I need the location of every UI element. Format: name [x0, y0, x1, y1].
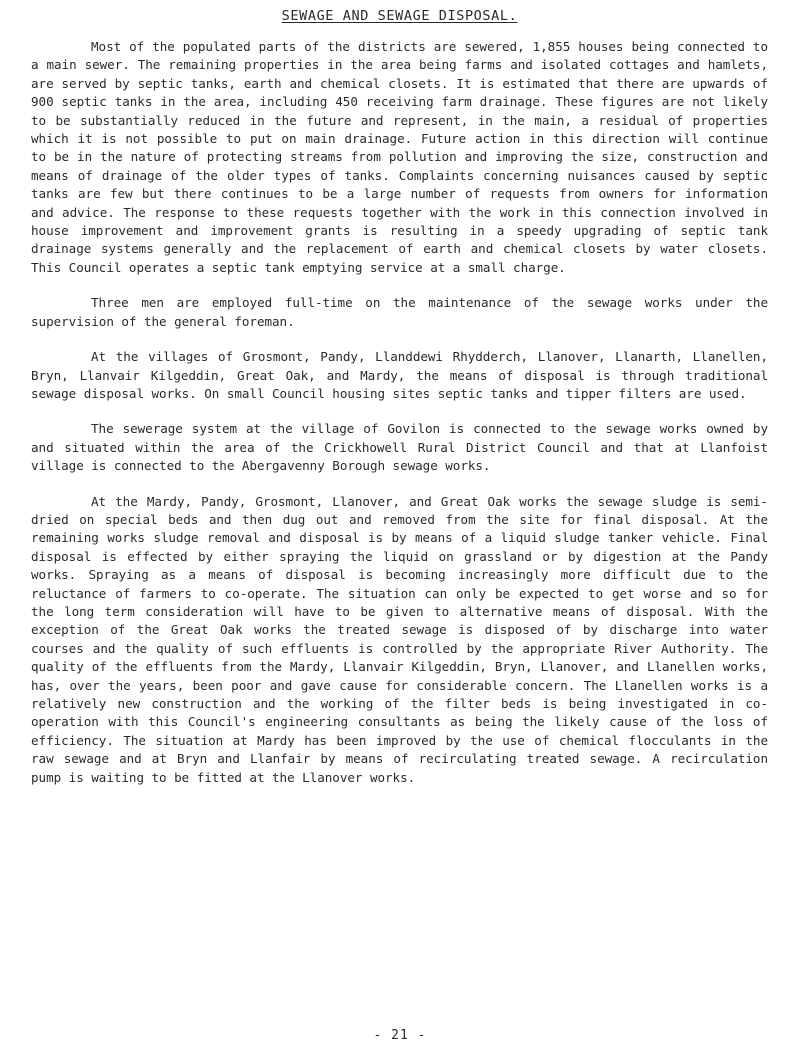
section-heading: SEWAGE AND SEWAGE DISPOSAL. [281, 8, 518, 24]
paragraph-septic-tanks: Most of the populated parts of the districts are sewered, 1,855 houses being connected to a main sewer. The remaining properties in the area being farms and isolated cottages and hamlets, are served by septic tanks, earth and chemical closets. It is estimated that there are upwards of 900 septic tanks in the area, including 450 receiving farm drainage. These figures are not likely to be substantially reduced in the future and represent, in the main, a residual of properties which it is not possible to put on main drainage. Future action in this direction will continue to be in the nature of protecting streams from pollution and improving the size, construction and means of drainage of the older types of tanks. Complaints concerning nuisances caused by septic tanks are few but there continues to be a large number of requests from owners for information and advice. The response to these requests together with the work in this connection involved in house improvement and improvement grants is resulting in a speedy upgrading of septic tank drainage systems generally and the replacement of earth and chemical closets by water closets. This Council operates a septic tank emptying service at a small charge. [31, 39, 768, 275]
paragraph-sludge-disposal: At the Mardy, Pandy, Grosmont, Llanover, and Great Oak works the sewage sludge is semi-dried on special beds and then dug out and removed from the site for final disposal. At the remaining works sludge removal and disposal is by means of a liquid sludge tanker vehicle. Final disposal is effected by either spraying the liquid on grassland or by digestion at the Pandy works. Spraying as a means of disposal is becoming increasingly more difficult due to the reluctance of farmers to co-operate. The situation can only be expected to get worse and so for the long term consideration will have to be given to alternative means of disposal. With the exception of the Great Oak works the treated sewage is disposed of by discharge into water courses and the quality of such effluents is controlled by the appropriate River Authority. The quality of the effluents from the Mardy, Llanvair Kilgeddin, Bryn, Llanover, and Llanellen works, has, over the years, been poor and gave cause for considerable concern. The Llanellen works is a relatively new construction and the working of the filter beds is being investigated in co-operation with this Council's engineering consultants as being the likely cause of the loss of efficiency. The situation at Mardy has been improved by the use of chemical flocculants in the raw sewage and at Bryn and Llanfair by means of recirculating treated sewage. A recirculation pump is waiting to be fitted at the Llanover works. [31, 493, 768, 785]
paragraph-sewerage-connections: The sewerage system at the village of Govilon is connected to the sewage works owned by and situated within the area of the Crickhowell Rural District Council and that at Llanfoist village is connected to the Abergavenny Borough sewage works. [31, 421, 768, 474]
paragraph-staff: Three men are employed full-time on the maintenance of the sewage works under the supervision of the general foreman. [31, 295, 768, 329]
paragraph-villages: At the villages of Grosmont, Pandy, Llanddewi Rhydderch, Llanover, Llanarth, Llanellen, Bryn, Llanvair Kilgeddin, Great Oak, and Mardy, the means of disposal is through traditional sewage disposal works. On small Council housing sites septic tanks and tipper filters are used. [31, 349, 768, 401]
page-number: - 21 - [373, 1028, 427, 1043]
